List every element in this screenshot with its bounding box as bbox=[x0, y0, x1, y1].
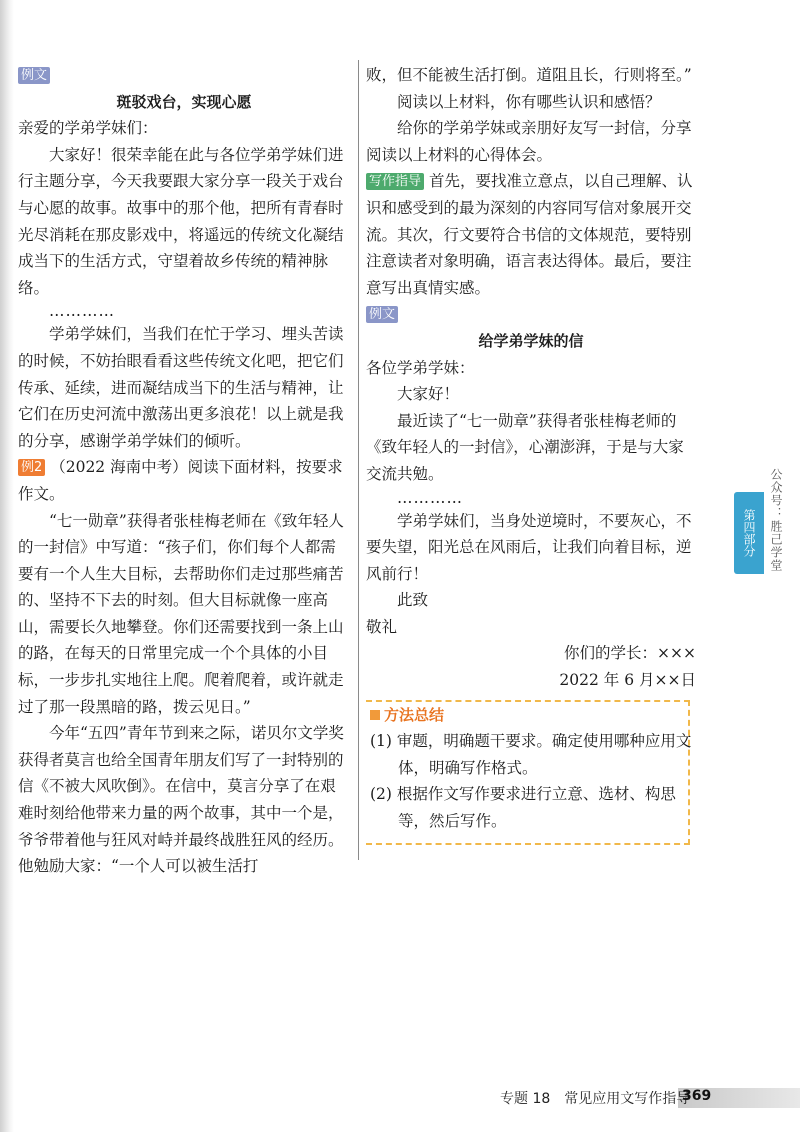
essay-paragraph-1: 大家好！很荣幸能在此与各位学弟学妹们进行主题分享，今天我要跟大家分享一段关于戏台与心愿的故事。故事中的那个他，把所有青春时光尽消耗在那皮影戏中，将遥远的传统文化凝结成当下的生活方式，守望着故乡传统的精神脉络。 bbox=[18, 145, 344, 297]
example-tag: 例文 bbox=[18, 67, 50, 84]
footer-label: 专题 18 常见应用文写作指导 bbox=[500, 1091, 691, 1107]
example-tag-2: 例文 bbox=[366, 306, 398, 323]
method-summary-title: 方法总结 bbox=[384, 705, 445, 724]
example-2-tag: 例2 bbox=[18, 459, 45, 476]
material-paragraph-2-continued: 败，但不能被生活打倒。道阻且长，行则将至。” bbox=[366, 66, 692, 84]
essay-paragraph-2: 学弟学妹们，当我们在忙于学习、埋头苦读的时候，不妨抬眼看看这些传统文化吧，把它们传承、延续，进而凝结成当下的生活与精神，让它们在历史河流中激荡出更多浪花！以上就是我的分享，感谢学弟学妹们的倾听。 bbox=[18, 325, 344, 450]
question-intro-line bbox=[18, 454, 350, 507]
writing-guide-tag: 写作指导 bbox=[366, 173, 424, 190]
letter-hello: 大家好！ bbox=[397, 385, 460, 404]
material-paragraph-1: “七一勋章”获得者张桂梅老师在《致年轻人的一封信》中写道：“孩子们，你们每个人都需要有一个人生大目标，去帮助你们走过那些痛苦的、坚持不下去的时刻。但大目标就像一座高山，需要长久地攀登。你们还需要找到一条上山的路，在每天的日常里完成一个个具体的小目标，一步步扎实地往上爬。爬着爬着，或许就走过了那一段黑暗的路，拨云见日。” bbox=[18, 511, 344, 716]
question-2: 给你的学弟学妹或亲朋好友写一封信，分享阅读以上材料的心得体会。 bbox=[366, 119, 692, 164]
letter-title: 给学弟学妹的信 bbox=[478, 331, 584, 350]
square-bullet-icon bbox=[370, 710, 380, 720]
method-summary-heading bbox=[370, 702, 696, 729]
letter-paragraph-2: 学弟学妹们，当身处逆境时，不要灰心，不要失望，阳光总在风雨后，让我们向着目标，逆风前行！ bbox=[366, 511, 692, 583]
letter-salutation: 各位学弟学妹： bbox=[366, 358, 475, 377]
letter-date: 2022 年 6 月××日 bbox=[559, 671, 696, 690]
letter-ellipsis: ………… bbox=[397, 488, 463, 507]
letter-closing-1: 此致 bbox=[397, 591, 429, 610]
method-summary-box bbox=[366, 700, 696, 845]
page-number: 369 bbox=[682, 1088, 712, 1104]
greeting: 亲爱的学弟学妹们： bbox=[18, 119, 158, 138]
method-item-2: (2) 根据作文写作要求进行立意、选材、构思等，然后写作。 bbox=[370, 785, 676, 831]
question-1: 阅读以上材料，你有哪些认识和感悟？ bbox=[397, 92, 661, 111]
writing-guide-text: 首先，要找准立意点，以自己理解、认识和感受到的最为深刻的内容同写信对象展开交流。其次，行文要符合书信的文体规范，要特别注意读者对象明确，语言表达得体。最后，要注意写出真情实感。 bbox=[366, 172, 693, 297]
page-footer bbox=[500, 1087, 800, 1109]
letter-closing-2: 敬礼 bbox=[366, 617, 398, 636]
letter-paragraph-1: 最近读了“七一勋章”获得者张桂梅老师的《致年轻人的一封信》，心潮澎湃，于是与大家交流共勉。 bbox=[366, 411, 684, 483]
column-divider bbox=[358, 60, 359, 860]
essay-title: 斑驳戏台，实现心愿 bbox=[116, 92, 252, 111]
left-column bbox=[18, 62, 350, 880]
right-column bbox=[366, 62, 696, 845]
method-item-1: (1) 审题，明确题干要求。确定使用哪种应用文体，明确写作格式。 bbox=[370, 732, 692, 777]
writing-guide bbox=[366, 168, 696, 301]
letter-signature: 你们的学长：××× bbox=[564, 644, 696, 663]
side-watermark: 公众号：胜己学堂 bbox=[769, 468, 783, 572]
material-paragraph-2: 今年“五四”青年节到来之际，诺贝尔文学奖获得者莫言也给全国青年朋友们写了一封特别的信《不被大风吹倒》。在信中，莫言分享了在艰难时刻给他带来力量的两个故事，其中一个是，爷爷带着他与狂风对峙并最终战胜狂风的经历。他勉励大家：“一个人可以被生活打 bbox=[18, 724, 344, 876]
section-side-tab: 第四部分 bbox=[734, 492, 764, 574]
question-intro: （2022 海南中考）阅读下面材料，按要求作文。 bbox=[18, 458, 343, 503]
page-edge-shadow bbox=[0, 0, 14, 1132]
ellipsis: ………… bbox=[49, 302, 115, 321]
